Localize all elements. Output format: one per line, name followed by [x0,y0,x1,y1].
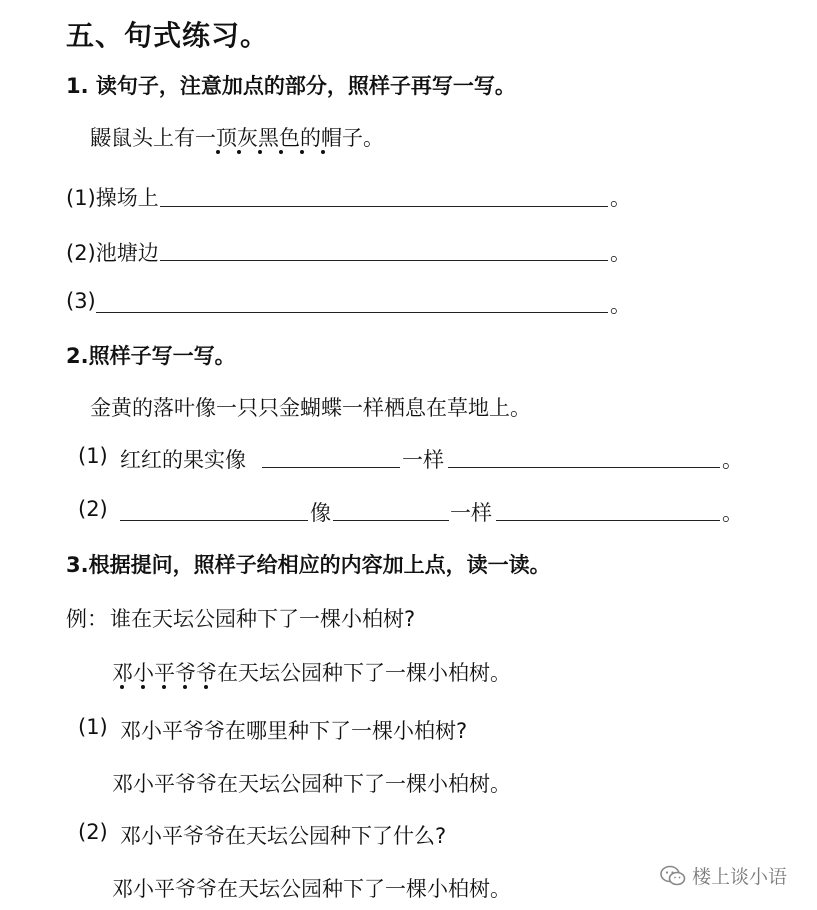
q3-item-1-question: 邓小平爷爷在哪里种下了一棵小柏树? [120,719,468,743]
q1-item-2-end: 。 [610,241,631,265]
q3-item-2-question: 邓小平爷爷在天坛公园种下了什么? [120,824,447,848]
q1-item-2-label: (2)池塘边 [66,241,159,265]
wechat-icon [660,865,686,887]
q1-item-1-end: 。 [610,186,631,210]
q1-emphasis-dots [90,150,390,156]
q2-item-1-mid: 一样 [402,448,444,472]
q2-title: 2.照样子写一写。 [66,344,236,368]
q1-item-1 [66,182,159,212]
watermark [660,862,787,889]
section-title: 五、句式练习。 [66,19,270,52]
q2-item-2-blank-2[interactable] [333,500,449,521]
q3-title: 3.根据提问，照样子给相应的内容加上点，读一读。 [66,553,551,577]
q2-example: 金黄的落叶像一只只金蝴蝶一样栖息在草地上。 [90,396,531,420]
q2-item-2-blank-3[interactable] [496,500,720,521]
q1-item-1-label: (1)操场上 [66,186,159,210]
q2-item-2-mid2: 一样 [450,501,492,525]
q3-example-question: 谁在天坛公园种下了一棵小柏树? [110,607,416,631]
q1-item-3-blank[interactable] [96,292,608,313]
q3-example-label: 例： [66,607,108,631]
q2-item-1-end: 。 [722,448,743,472]
q2-item-2-mid1: 像 [310,501,331,525]
q2-item-2-end: 。 [722,501,743,525]
q3-item-2-num: (2) [78,820,108,844]
q2-item-1-text: 红红的果实像 [120,448,246,472]
q1-item-3-label: (3) [66,289,96,313]
q2-item-2-num: (2) [78,497,108,521]
q3-item-1-num: (1) [78,715,108,739]
q1-item-3 [66,289,96,313]
q2-item-1-num: (1) [78,444,108,468]
q1-item-3-end: 。 [610,293,631,317]
q2-item-1-blank-2[interactable] [448,447,720,468]
q3-item-2-answer[interactable]: 邓小平爷爷在天坛公园种下了一棵小柏树。 [112,877,511,901]
q1-title: 1. 读句子，注意加点的部分，照样子再写一写。 [66,74,516,98]
q3-item-1-answer[interactable]: 邓小平爷爷在天坛公园种下了一棵小柏树。 [112,772,511,796]
watermark-text: 楼上谈小语 [692,866,788,888]
q3-example-answer: 邓小平爷爷在天坛公园种下了一棵小柏树。 [112,661,511,685]
q3-example-dots [112,685,312,691]
q1-item-2 [66,237,159,267]
q2-item-2-blank-1[interactable] [120,500,308,521]
q1-item-1-blank[interactable] [160,186,608,207]
q1-example: 鼹鼠头上有一顶灰黑色的帽子。 [90,126,384,150]
q2-item-1-blank-1[interactable] [262,447,400,468]
q1-item-2-blank[interactable] [160,240,608,261]
